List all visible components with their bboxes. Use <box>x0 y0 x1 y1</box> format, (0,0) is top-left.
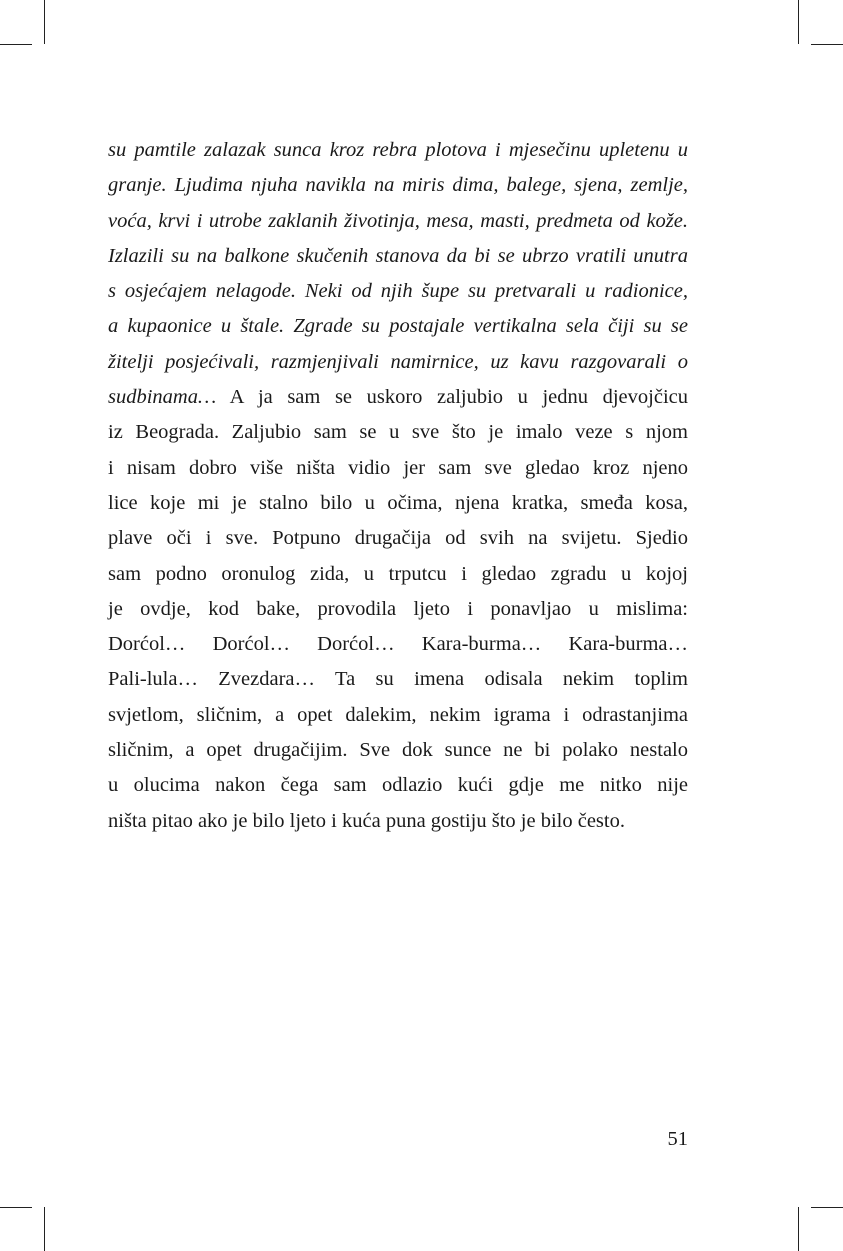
text-line <box>108 415 688 450</box>
text-segment: A ja sam se uskoro zaljubio u jednu djevojčicu <box>216 386 688 409</box>
text-line <box>108 204 688 239</box>
text-line <box>108 309 688 344</box>
crop-mark-bottom-right-horizontal <box>811 1207 843 1208</box>
text-segment: žitelji posjećivali, razmjenjivali namirnice, uz kavu razgovarali o <box>108 350 688 373</box>
text-segment: iz Beograda. Zaljubio sam se u sve što je imalo veze s njom <box>108 421 688 444</box>
text-segment: svjetlom, sličnim, a opet dalekim, nekim igrama i odrastanjima <box>108 703 688 726</box>
text-segment: u olucima nakon čega sam odlazio kući gdje me nitko nije <box>108 774 688 797</box>
text-segment: lice koje mi je stalno bilo u očima, njena kratka, smeđa kosa, <box>108 491 688 514</box>
text-segment: Izlazili su na balkone skučenih stanova da bi se ubrzo vratili unutra <box>108 244 688 267</box>
text-segment: a kupaonice u štale. Zgrade su postajale vertikalna sela čiji su se <box>108 315 688 338</box>
text-segment: voća, krvi i utrobe zaklanih životinja, mesa, masti, predmeta od kože. <box>108 209 688 232</box>
body-text <box>108 133 688 839</box>
text-line <box>108 768 688 803</box>
text-line <box>108 486 688 521</box>
text-segment: plave oči i sve. Potpuno drugačija od svih na svijetu. Sjedio <box>108 527 688 550</box>
text-segment: sam podno oronulog zida, u trputcu i gledao zgradu u kojoj <box>108 562 688 585</box>
text-segment: i nisam dobro više ništa vidio jer sam sve gledao kroz njeno <box>108 456 688 479</box>
text-line <box>108 345 688 380</box>
text-line <box>108 451 688 486</box>
text-segment: su pamtile zalazak sunca kroz rebra plotova i mjesečinu upletenu u <box>108 139 688 161</box>
crop-mark-top-left <box>44 0 45 44</box>
crop-mark-bottom-left-horizontal <box>0 1207 32 1208</box>
text-segment: granje. Ljudima njuha navikla na miris dima, balege, sjena, zemlje, <box>108 174 688 197</box>
text-segment: ništa pitao ako je bilo ljeto i kuća puna gostiju što je bilo često. <box>108 809 625 832</box>
text-line <box>108 168 688 203</box>
text-line <box>108 662 688 697</box>
text-line <box>108 521 688 556</box>
crop-mark-bottom-right <box>798 1207 799 1251</box>
text-segment: sličnim, a opet drugačijim. Sve dok sunce ne bi polako nestalo <box>108 739 688 762</box>
text-segment: Pali-lula… Zvezdara… Ta su imena odisala nekim toplim <box>108 668 688 691</box>
text-line <box>108 733 688 768</box>
text-segment: je ovdje, kod bake, provodila ljeto i ponavljao u mislima: <box>108 597 688 620</box>
page-number: 51 <box>667 1128 688 1150</box>
text-segment: s osjećajem nelagode. Neki od njih šupe su pretvarali u radionice, <box>108 280 688 303</box>
text-segment: Dorćol… Dorćol… Dorćol… Kara-burma… Kara-burma… <box>108 633 688 656</box>
text-line <box>108 698 688 733</box>
text-line <box>108 239 688 274</box>
text-line <box>108 627 688 662</box>
text-line <box>108 380 688 415</box>
text-line <box>108 592 688 627</box>
text-line <box>108 274 688 309</box>
crop-mark-bottom-left <box>44 1207 45 1251</box>
crop-mark-top-right <box>798 0 799 44</box>
text-line <box>108 133 688 168</box>
text-segment: sudbinama… <box>108 386 217 409</box>
crop-mark-top-left-horizontal <box>0 44 32 45</box>
text-line <box>108 804 688 839</box>
crop-mark-top-right-horizontal <box>811 44 843 45</box>
text-line <box>108 557 688 592</box>
